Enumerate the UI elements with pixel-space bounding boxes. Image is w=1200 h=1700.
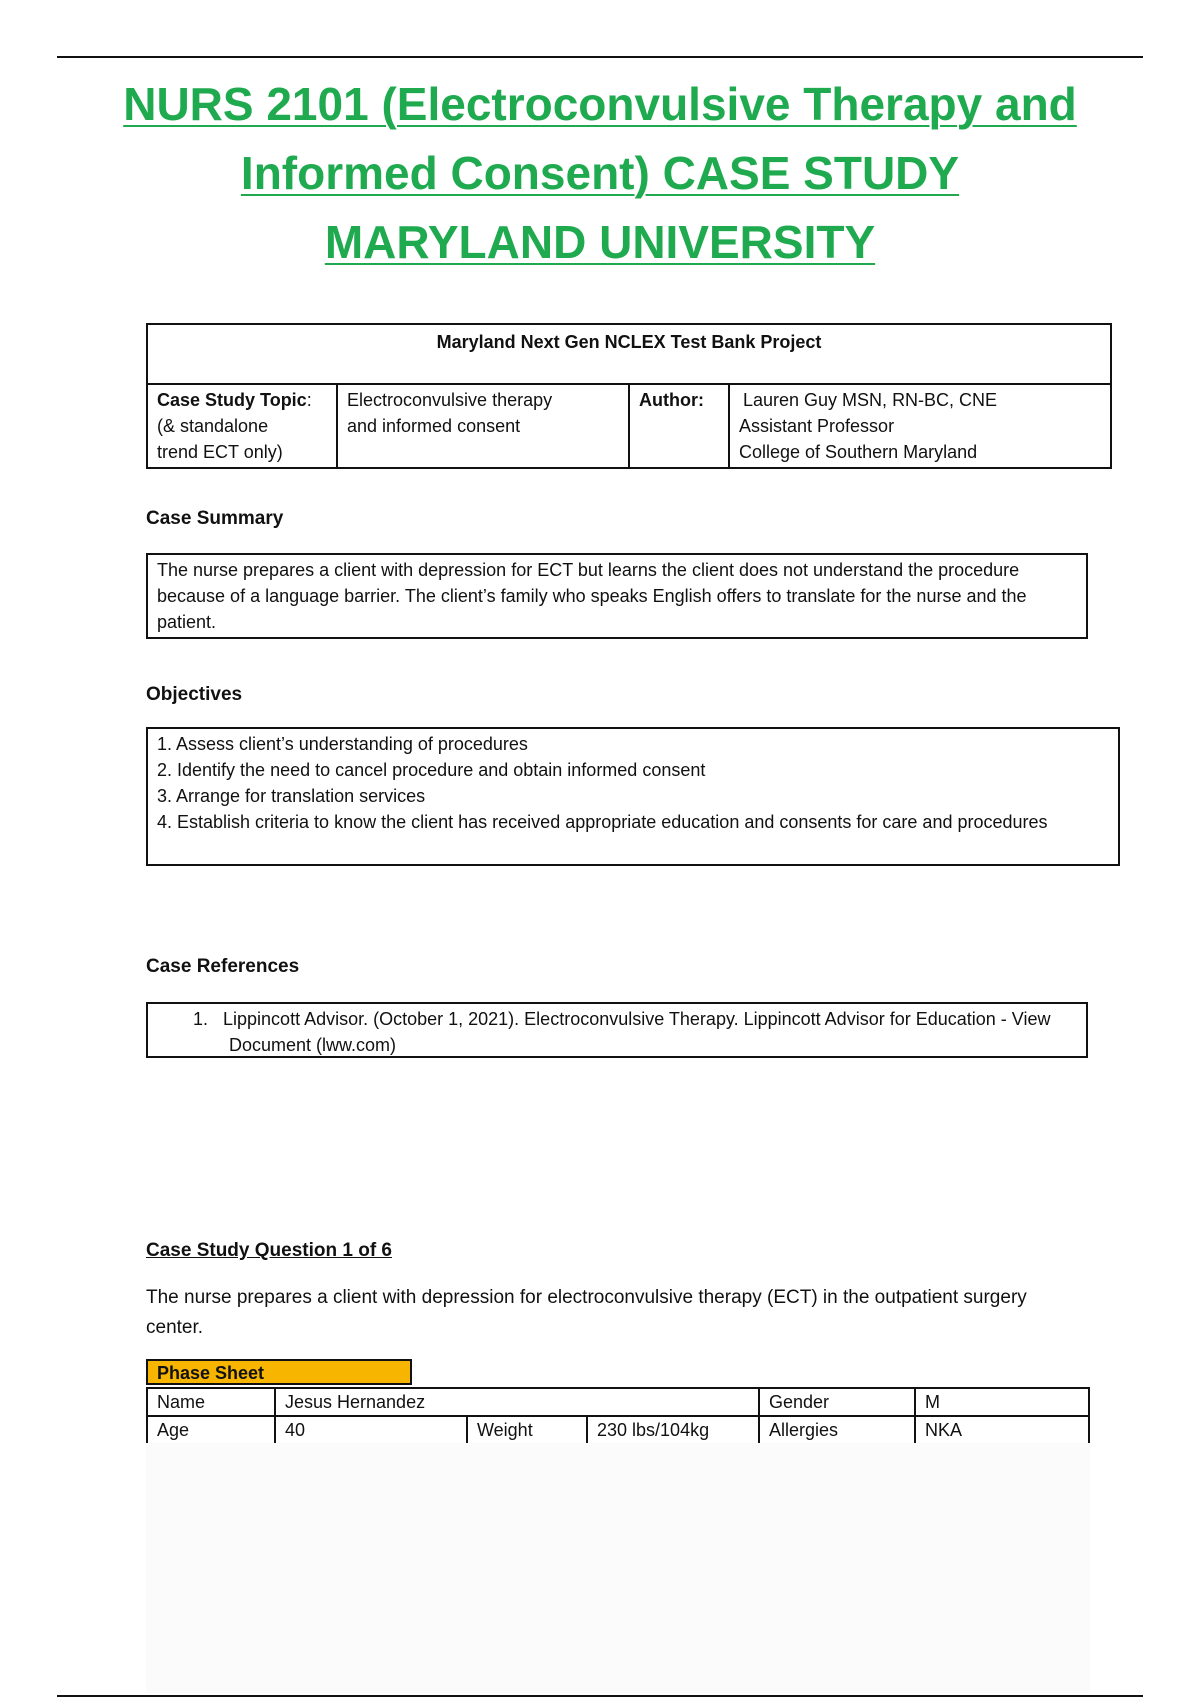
age-value: 40 (275, 1416, 467, 1444)
project-header: Maryland Next Gen NCLEX Test Bank Project (147, 324, 1111, 384)
objective-item: 4. Establish criteria to know the client has received appropriate education and consents for care and procedures (157, 812, 1048, 832)
case-summary-box: The nurse prepares a client with depression for ECT but learns the client does not understand the procedure because of a language barrier. The client’s family who speaks English offers to translate for the nurse and the patient. (146, 553, 1088, 639)
reference-item: 1. Lippincott Advisor. (October 1, 2021). Electroconvulsive Therapy. Lippincott Advisor for Education - View Document (lww.com) (193, 1009, 1051, 1055)
references-box (146, 1002, 1088, 1058)
allergies-value: NKA (915, 1416, 1089, 1444)
blank-area (146, 1443, 1090, 1693)
case-summary-heading: Case Summary (146, 508, 284, 529)
topic-value-1: Electroconvulsive therapy (347, 390, 553, 410)
topic-value-cell (337, 384, 629, 468)
weight-label: Weight (467, 1416, 587, 1444)
gender-value: M (915, 1388, 1089, 1416)
question-heading: Case Study Question 1 of 6 (146, 1240, 392, 1261)
case-references-heading: Case References (146, 956, 300, 977)
project-info-table (146, 323, 1112, 469)
topic-label: Case Study Topic (157, 390, 307, 410)
topic-label-sep: : (306, 390, 312, 410)
author-label: Author: (629, 384, 729, 468)
title-line-1: NURS 2101 (Electroconvulsive Therapy and (123, 78, 1077, 130)
document-title (100, 70, 1100, 277)
author-line-2: Assistant Professor (739, 416, 895, 436)
topic-value-2: and informed consent (347, 416, 521, 436)
title-line-2: Informed Consent) CASE STUDY (240, 147, 960, 199)
topic-note-2: trend ECT only) (157, 442, 283, 462)
topic-note-1: (& standalone (157, 416, 269, 436)
question-text: The nurse prepares a client with depression for electroconvulsive therapy (ECT) in the outpatient surgery center. (146, 1287, 1027, 1338)
author-line-3: College of Southern Maryland (739, 442, 978, 462)
patient-info-table (146, 1387, 1090, 1445)
weight-value: 230 lbs/104kg (587, 1416, 759, 1444)
objectives-heading: Objectives (146, 684, 243, 705)
name-label: Name (147, 1388, 275, 1416)
title-line-3: MARYLAND UNIVERSITY (324, 216, 876, 268)
objective-item: 2. Identify the need to cancel procedure and obtain informed consent (157, 760, 706, 780)
name-value: Jesus Hernandez (275, 1388, 759, 1416)
age-label: Age (147, 1416, 275, 1444)
allergies-label: Allergies (759, 1416, 915, 1444)
author-cell (729, 384, 1111, 468)
phase-sheet-tab: Phase Sheet (146, 1359, 412, 1385)
author-line-1: Lauren Guy MSN, RN-BC, CNE (743, 390, 998, 410)
objectives-box (146, 727, 1120, 866)
bottom-rule (57, 1695, 1143, 1697)
objective-item: 3. Arrange for translation services (157, 786, 426, 806)
gender-label: Gender (759, 1388, 915, 1416)
objective-item: 1. Assess client’s understanding of procedures (157, 734, 528, 754)
topic-label-cell (147, 384, 337, 468)
top-rule (57, 56, 1143, 58)
